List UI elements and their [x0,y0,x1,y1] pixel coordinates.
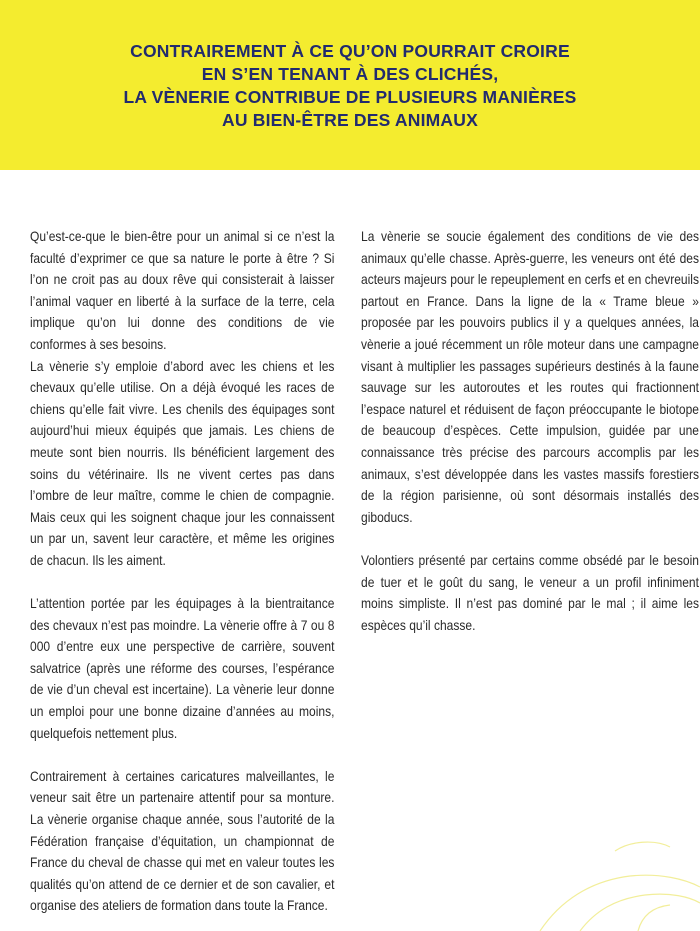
paragraph-riders: Contrairement à certaines caricatures malveillantes, le veneur sait être un partenaire attentif pour sa monture. La vènerie organise chaque année, sous l’autorité de la Fédération française d’équitation, un championnat de France du cheval de chasse qui met en valeur toutes les qualités qu’on attend de ce dernier et de son cavalier, et organise des ateliers de formation dans toute la France. [30,767,335,914]
title-line: CONTRAIREMENT À CE QU’ON POURRAIT CROIRE [130,41,570,61]
page-title [0,40,700,132]
right-text-column [361,226,699,636]
paragraph-horses: L’attention portée par les équipages à la bientraitance des chevaux n’est pas moindre. La vènerie offre à 7 ou 8 000 d’entre eux une perspective de carrière, souvent salvatrice (après une réforme des courses, l’espérance de vie d’un cheval est incertaine). La vènerie leur donne un emploi pour une bonne dizaine d’années au moins, quelquefois nettement plus. [30,595,335,741]
paragraph-hunter-profile: Volontiers présenté par certains comme obsédé par le besoin de tuer et le goût du sang, le veneur a un profil infiniment moins simpliste. Il n’est pas dominé par le mal ; il aime les espèces qu’il chasse. [361,551,699,633]
paragraph-wellbeing-definition: Qu’est-ce-que le bien-être pour un animal si ce n’est la faculté d’exprimer ce que sa nature le porte à être ? Si l’on ne croit pas au doux rêve qui consisterait à laisser l’animal vaquer en liberté à la surface de la terre, cela implique qu’on lui donne des conditions de vie conformes à ses besoins. [30,228,335,352]
decorative-outline-graphic [520,821,700,931]
left-text-column [30,226,334,917]
title-line: EN S’EN TENANT À DES CLICHÉS, [201,64,499,84]
paragraph-dogs: La vènerie s’y emploie d’abord avec les chiens et les chevaux qu’elle utilise. On a déjà évoqué les races de chiens qu’elle fait vivre. Les chenils des équipages sont aujourd’hui mieux équipés que jamais. Les chiens de meute sont bien nourris. Ils bénéficient largement des soins du vétérinaire. Ils ne vivent certes pas dans l’ombre de leur maître, comme le chien de compagnie. Mais ceux qui les soignent chaque jour les connaissent un par un, savent leur caractère, et même les origines de chacun. Ils les aiment. [30,357,335,568]
paragraph-wildlife: La vènerie se soucie également des conditions de vie des animaux qu’elle chasse. Après-guerre, les veneurs ont été des acteurs majeurs pour le repeuplement en cerfs et en chevreuils partout en France. Dans la ligne de la « Trame bleue » proposée par les pouvoirs publics il y a quelques années, la vènerie a joué récemment un rôle moteur dans une campagne visant à multiplier les passages supérieurs destinés à la faune sauvage sur les autoroutes et les routes qui fractionnent l’espace naturel et réduisent de façon préoccupante le biotope de beaucoup d’espèces. Cette impulsion, guidée par une connaissance très précise des parcours accomplis par les animaux, s’est développée dans les vastes massifs forestiers de la région parisienne, où sont désormais installés des giboducs. [361,228,699,525]
title-line: AU BIEN-ÊTRE DES ANIMAUX [222,110,478,130]
title-line: LA VÈNERIE CONTRIBUE DE PLUSIEURS MANIÈRES [123,87,577,107]
